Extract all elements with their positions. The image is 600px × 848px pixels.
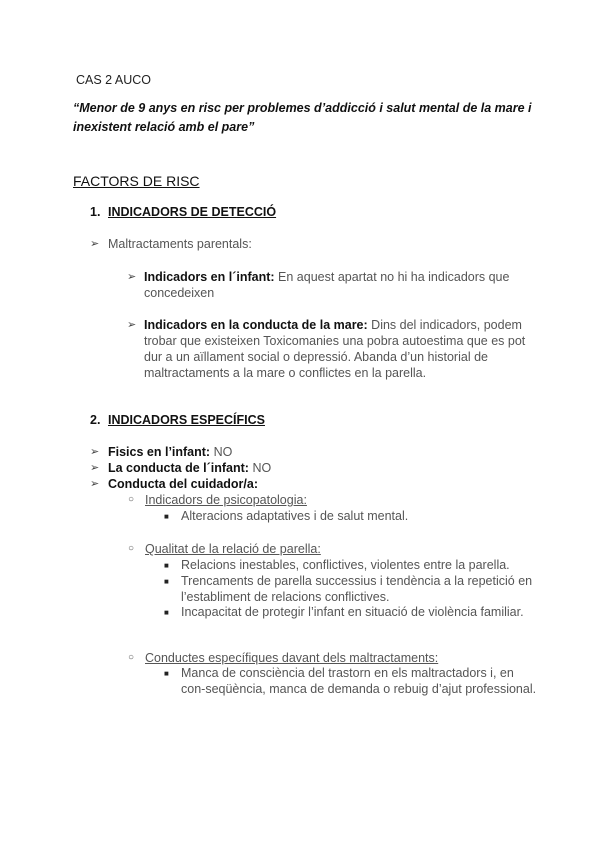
conducta-infant [108,460,271,476]
fisics-value: NO [213,445,233,459]
arrow-bullet-icon: ➢ [90,446,100,458]
conductes-item: Manca de consciència del trastorn en els maltractadors i, en [181,666,514,680]
circle-bullet-icon: ○ [128,652,135,663]
qualitat-item-2: Trencaments de parella successius i tendència a la repetició en [181,574,533,588]
square-bullet-icon: ■ [164,669,169,678]
quote-line-1: “Menor de 9 anys en risc per problemes d’addicció i salut mental de la mare i [73,101,532,115]
square-bullet-icon: ■ [164,561,169,570]
indicadors-mare-text-4: maltractaments a la mare o conflictes en la parella. [144,366,427,380]
subsection-1-title: INDICADORS DE DETECCIÓ [108,205,277,219]
square-bullet-icon: ■ [164,608,169,617]
square-bullet-icon: ■ [164,577,169,586]
quote-line-2: inexistent relació amb el pare” [73,120,255,134]
circle-bullet-icon: ○ [128,543,135,554]
psicopatologia-item: Alteracions adaptatives i de salut mental. [181,509,409,523]
circle-bullet-icon: ○ [128,494,135,505]
indicadors-infant-text: En aquest apartat no hi ha indicadors que [278,270,510,284]
indicadors-infant-text-2: concedeixen [144,286,215,300]
indicadors-infant-label: Indicadors en l´infant: [144,270,275,284]
psicopatologia-label: Indicadors de psicopatologia: [145,493,307,507]
indicadors-mare-text-3: dur a un aïllament social o depressió. Abanda d’un historial de [144,350,488,364]
indicadors-mare-label: Indicadors en la conducta de la mare: [144,318,368,332]
maltractaments-label: Maltractaments parentals: [108,237,252,251]
subsection-2-title: INDICADORS ESPECÍFICS [108,413,265,427]
arrow-bullet-icon: ➢ [90,478,100,490]
arrow-bullet-icon: ➢ [127,319,137,331]
cuidador-label: Conducta del cuidador/a: [108,477,259,491]
conductes-item-cont: con-seqüència, manca de demanda o rebuig d’ajut professional. [181,682,537,696]
indicadors-mare-text: Dins del indicadors, podem [371,318,522,332]
section-title: FACTORS DE RISC [73,173,200,189]
conducta-label: La conducta de l´infant: [108,461,249,475]
subsection-2-number: 2. [90,413,101,427]
arrow-bullet-icon: ➢ [90,462,100,474]
arrow-bullet-icon: ➢ [127,271,137,283]
conducta-value: NO [252,461,272,475]
indicadors-mare-text-2: trobar que existeixen Toxicomanies una pobra autoestima que es pot [144,334,526,348]
fisics-infant [108,444,232,460]
case-title: CAS 2 AUCO [76,73,152,87]
subsection-1-number: 1. [90,205,101,219]
indicadors-infant [144,269,509,285]
qualitat-item-1: Relacions inestables, conflictives, violentes entre la parella. [181,558,510,572]
arrow-bullet-icon: ➢ [90,238,100,250]
qualitat-item-2-cont: l’establiment de relacions conflictives. [181,590,390,604]
square-bullet-icon: ■ [164,512,169,521]
indicadors-mare [144,317,522,333]
fisics-label: Fisics en l’infant: [108,445,211,459]
conductes-label: Conductes específiques davant dels maltractaments: [145,651,439,665]
qualitat-item-3: Incapacitat de protegir l’infant en situació de violència familiar. [181,605,524,619]
qualitat-label: Qualitat de la relació de parella: [145,542,321,556]
